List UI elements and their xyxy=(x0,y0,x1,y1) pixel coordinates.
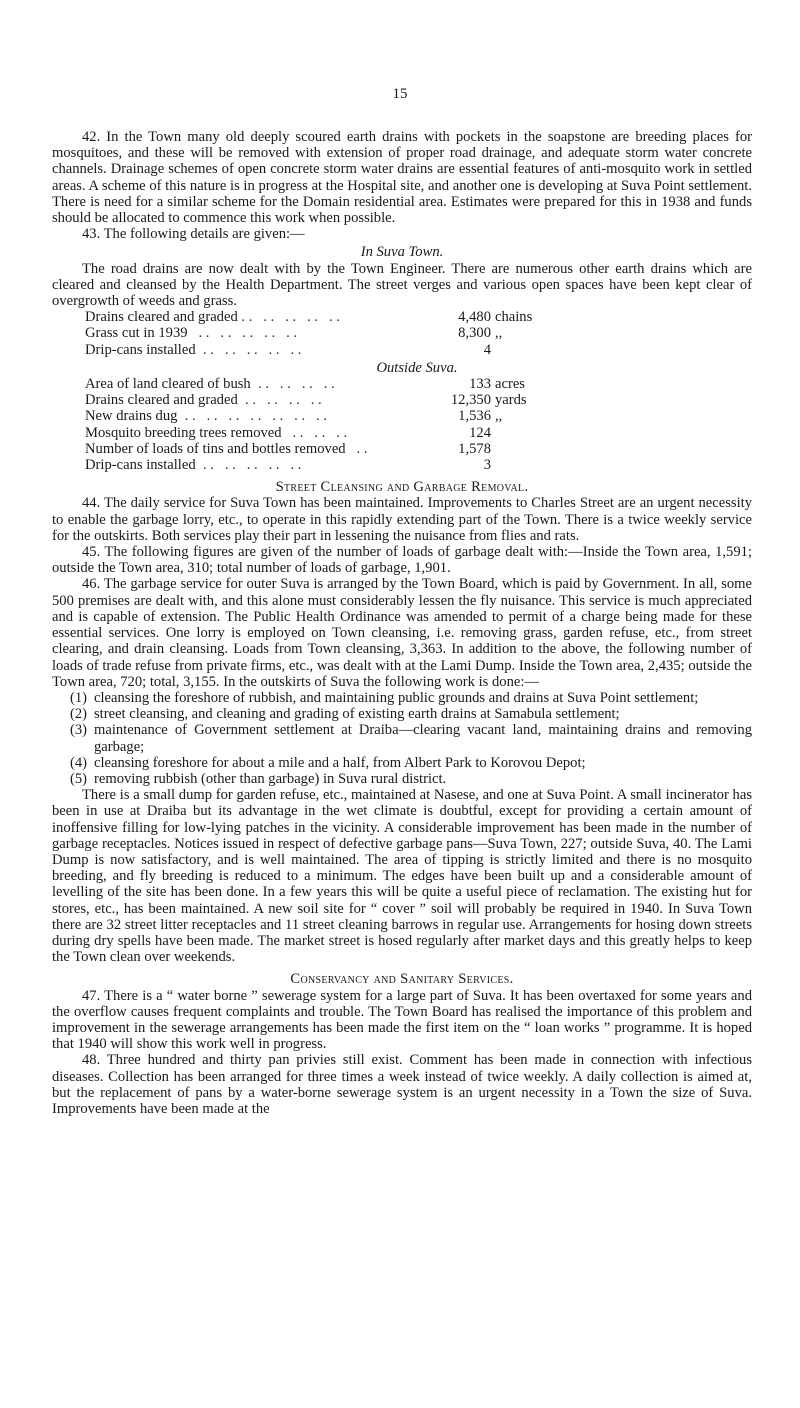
row-label-text: Drains cleared and graded xyxy=(85,309,238,326)
row-label xyxy=(85,425,429,441)
leader-dots: . . . . . . . . . . . . . . xyxy=(177,408,328,425)
outside-suva-table xyxy=(85,376,527,473)
row-value: 124 xyxy=(469,424,491,441)
row-label-text: Number of loads of tins and bottles removed xyxy=(85,440,346,457)
row-label xyxy=(85,325,429,341)
suva-town-table xyxy=(85,309,532,358)
row-value: 4,480 xyxy=(458,309,491,326)
table-row xyxy=(85,325,532,341)
list-item xyxy=(52,722,752,754)
leader-dots: . . . . . . . . xyxy=(250,376,335,393)
leader-dots: . . . . . . xyxy=(281,424,348,441)
page-number: 15 xyxy=(392,86,408,102)
list-item xyxy=(52,690,752,706)
row-label-text: Drains cleared and graded xyxy=(85,392,238,409)
table-row xyxy=(85,441,527,457)
list-item-text: cleansing foreshore for about a mile and a half, from Albert Park to Korovou Depot; xyxy=(94,754,586,771)
table-row xyxy=(85,392,527,408)
list-item-number: (3) xyxy=(70,722,88,739)
row-unit: ,, xyxy=(495,408,503,425)
row-value: 8,300 xyxy=(458,325,491,342)
row-label-text: Grass cut in 1939 xyxy=(85,325,188,342)
row-label xyxy=(85,342,429,358)
row-value: 3 xyxy=(483,457,491,474)
table-row xyxy=(85,376,527,392)
outskirts-work-list xyxy=(52,690,752,787)
paragraph-46-continued: There is a small dump for garden refuse, etc., maintained at Nasese, and one at Suva Point. A small incinerator has been in use at Draiba but its advantage in the wet climate is doubtful, except for providing a certain amount of inoffensive filling for low-lying patches in the vicinity. A considerable improvement has been made in the number of garbage receptacles. Notices issued in respect of defective garbage pans—Suva Town, 227; outside Suva, 40. The Lami Dump is now satisfactory, and is well maintained. The area of tipping is strictly limited and there is no mosquito breeding, and fly breeding is reduced to a minimum. The edges have been built up and a considerable amount of levelling of the site has been done. In a few years this will be quite a useful piece of reclamation. The existing hut for stores, etc., has been maintained. A new soil site for “ cover ” soil will probably be required in 1940. In Suva Town there are 32 street litter receptacles and 11 street cleaning barrows in regular use. Arrangements for hosing down streets during dry spells have been made. The market street is hosed regularly after market days and this greatly helps to keep the Town clean over weekends. xyxy=(52,787,752,966)
outside-suva-heading: Outside Suva. xyxy=(376,359,458,376)
leader-dots: . . . . . . . . xyxy=(237,392,322,409)
row-value: 1,578 xyxy=(458,440,491,457)
paragraph-42: 42. In the Town many old deeply scoured earth drains with pockets in the soapstone are breeding places for mosquitoes, and these will be removed with extension of proper road drainage, and adequate storm water concrete channels. Drainage schemes of open concrete storm water drains are essential features of anti-mosquito work in settled areas. A scheme of this nature is in progress at the Hospital site, and another one is developing at Suva Point settlement. There is need for a similar scheme for the Domain residential area. Estimates were prepared for this in 1938 and funds should be allocated to commence this work when possible. xyxy=(52,129,752,227)
row-value: 12,350 xyxy=(450,392,491,409)
table-row xyxy=(85,309,532,325)
paragraph-45: 45. The following figures are given of the number of loads of garbage dealt with:—Inside the Town area, 1,591; outside the Town area, 310; total number of loads of garbage, 1,901. xyxy=(52,544,752,577)
suva-town-text: The road drains are now dealt with by the Town Engineer. There are numerous other earth drains which are cleared and cleansed by the Health Department. The street verges and various open spaces have been kept clear of overgrowth of weeds and grass. xyxy=(52,260,752,310)
paragraph-46: 46. The garbage service for outer Suva is arranged by the Town Board, which is paid by Government. In all, some 500 premises are dealt with, and this alone must considerably lessen the fly nuisance. This service is much appreciated and is capable of extension. The Public Health Ordinance was amended to permit of a charge being made for these essential services. One lorry is employed on Town cleansing, i.e. removing grass, garden refuse, etc., from street clearing, and drain cleansing. Loads from Town cleansing, 3,363. In addition to the above, the following number of loads of trade refuse from private firms, etc., was dealt with at the Lami Dump. Inside the Town area, 2,435; outside the Town area, 720; total, 3,155. In the outskirts of Suva the following work is done:— xyxy=(52,576,752,690)
row-unit: ,, xyxy=(495,325,503,342)
paragraph-43-intro: 43. The following details are given:— xyxy=(82,226,305,243)
row-label xyxy=(85,408,429,424)
row-label-text: Drip-cans installed xyxy=(85,341,196,358)
row-unit xyxy=(491,441,527,457)
row-label-text: Mosquito breeding trees removed xyxy=(85,424,282,441)
row-label xyxy=(85,309,429,325)
list-item-text: cleansing the foreshore of rubbish, and maintaining public grounds and drains at Suva Point settlement; xyxy=(94,689,699,706)
list-item xyxy=(52,771,752,787)
table-row xyxy=(85,342,532,358)
paragraph-48: 48. Three hundred and thirty pan privies still exist. Comment has been made in connection with infectious diseases. Collection has been arranged for three times a week instead of twice weekly. A daily collection is aimed at, but the replacement of pans by a water-borne sewerage system is an urgent necessity in a Town the size of Suva. Improvements have been made at the xyxy=(52,1052,752,1117)
list-item xyxy=(52,755,752,771)
list-item-number: (4) xyxy=(70,754,88,771)
leader-dots: . . . . . . . . . . xyxy=(187,325,298,342)
conservancy-heading: Conservancy and Sanitary Services. xyxy=(290,971,514,988)
row-value: 133 xyxy=(469,376,491,393)
leader-dots: . . . . . . . . . . xyxy=(195,341,302,358)
list-item-text: maintenance of Government settlement at Draiba—clearing vacant land, maintaining drains and removing garbage; xyxy=(94,722,752,755)
paragraph-44: 44. The daily service for Suva Town has been maintained. Improvements to Charles Street are an urgent necessity to enable the garbage lorry, etc., to operate in this rapidly extending part of the Town. There is a twice weekly service for the outskirts. Both services play their part in lessening the nuisance from flies and rats. xyxy=(52,495,752,544)
list-item-number: (2) xyxy=(70,706,88,723)
row-unit xyxy=(491,457,527,473)
row-unit: yards xyxy=(495,392,527,409)
table-row xyxy=(85,408,527,424)
leader-dots: . . . . . . . . . . xyxy=(237,309,340,326)
row-unit: chains xyxy=(495,309,533,326)
row-label xyxy=(85,441,429,457)
list-item-number: (1) xyxy=(70,689,88,706)
list-item xyxy=(52,706,752,722)
paragraph-47: 47. There is a “ water borne ” sewerage system for a large part of Suva. It has been overtaxed for some years and the overflow causes frequent complaints and trouble. The Town Board has realised the importance of this problem and improvement in the sewerage arrangements has been made the first item on the “ loan works ” programme. It is hoped that 1940 will show this work well in progress. xyxy=(52,987,752,1053)
row-label-text: Drip-cans installed xyxy=(85,457,196,474)
row-unit xyxy=(491,342,532,358)
row-label xyxy=(85,457,429,473)
row-label-text: Area of land cleared of bush xyxy=(85,376,251,393)
leader-dots: . . xyxy=(345,440,368,457)
list-item-text: street cleansing, and cleaning and grading of existing earth drains at Samabula settlement; xyxy=(94,706,620,723)
row-label-text: New drains dug xyxy=(85,408,178,425)
leader-dots: . . . . . . . . . . xyxy=(195,457,302,474)
row-unit: acres xyxy=(495,376,525,393)
row-unit xyxy=(491,425,527,441)
page-body xyxy=(52,129,752,1117)
row-value: 4 xyxy=(483,341,491,358)
street-cleansing-heading: Street Cleansing and Garbage Removal. xyxy=(275,479,529,496)
table-row xyxy=(85,457,527,473)
table-row xyxy=(85,425,527,441)
row-label xyxy=(85,392,429,408)
row-value: 1,536 xyxy=(458,408,491,425)
list-item-text: removing rubbish (other than garbage) in Suva rural district. xyxy=(94,770,447,787)
list-item-number: (5) xyxy=(70,770,88,787)
suva-town-heading: In Suva Town. xyxy=(360,244,444,261)
row-label xyxy=(85,376,429,392)
